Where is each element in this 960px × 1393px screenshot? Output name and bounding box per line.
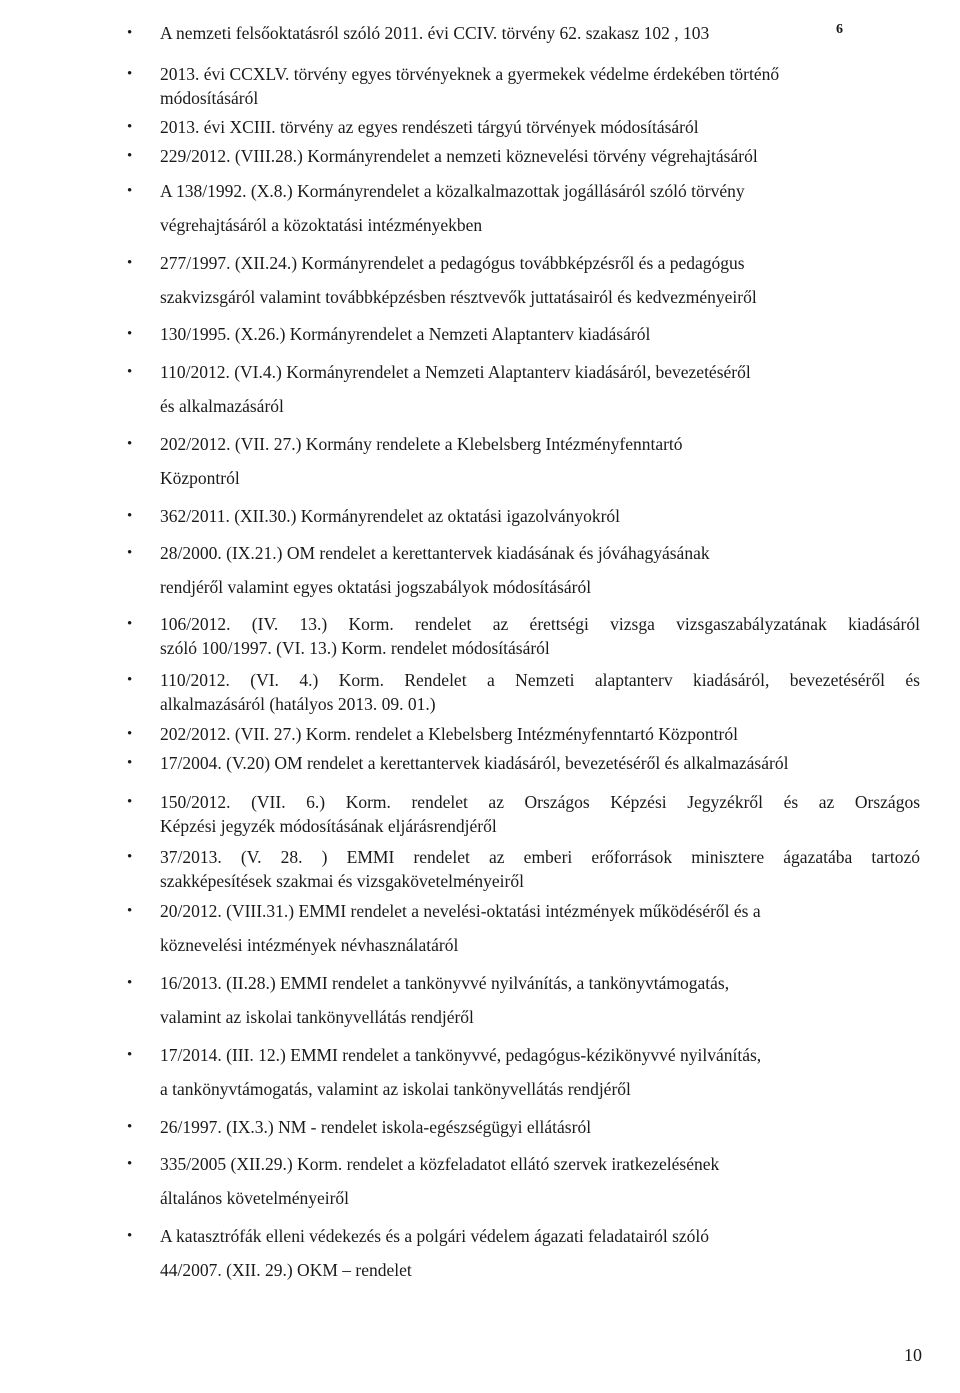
list-item xyxy=(160,668,920,716)
list-item-line: 2013. évi CCXLV. törvény egyes törvényeknek a gyermekek védelme érdekében történő xyxy=(160,64,780,84)
list-item-line: általános követelményeiről xyxy=(160,1188,350,1208)
list-item-line: 44/2007. (XII. 29.) OKM – rendelet xyxy=(160,1260,412,1280)
list-item-line: 277/1997. (XII.24.) Kormányrendelet a pedagógus továbbképzésről és a pedagógus xyxy=(160,253,745,273)
list-item-line: 110/2012. (VI. 4.) Korm. Rendelet a Nemzeti alaptanterv kiadásáról, bevezetéséről és xyxy=(160,670,920,690)
list-item xyxy=(160,432,920,490)
list-item xyxy=(160,322,920,346)
list-item xyxy=(160,541,920,599)
bullet xyxy=(127,62,135,86)
list-item-line: alkalmazásáról (hatályos 2013. 09. 01.) xyxy=(160,694,436,714)
list-item xyxy=(160,722,920,746)
bullet xyxy=(127,1152,135,1176)
list-item-line: a tankönyvtámogatás, valamint az iskolai tankönyvellátás rendjéről xyxy=(160,1079,631,1099)
list-item-line: 37/2013. (V. 28. ) EMMI rendelet az emberi erőforrások minisztere ágazatába tartozó xyxy=(160,847,920,867)
list-item xyxy=(160,21,920,45)
list-item-line: 17/2014. (III. 12.) EMMI rendelet a tankönyvvé, pedagógus-kézikönyvvé nyilvánítás, xyxy=(160,1045,762,1065)
bullet xyxy=(127,360,135,384)
bullet xyxy=(127,899,135,923)
list-item xyxy=(160,1043,920,1101)
list-item xyxy=(160,790,920,838)
bullet xyxy=(127,21,135,45)
bullet xyxy=(127,432,135,456)
list-item xyxy=(160,1152,920,1210)
bullet xyxy=(127,322,135,346)
bullet xyxy=(127,251,135,275)
bullet xyxy=(127,1043,135,1067)
footnote-mark: 6 xyxy=(836,22,843,37)
list-item-line: 362/2011. (XII.30.) Kormányrendelet az oktatási igazolványokról xyxy=(160,506,621,526)
list-item-line: A nemzeti felsőoktatásról szóló 2011. évi CCIV. törvény 62. szakasz 102 , 103 xyxy=(160,23,710,43)
list-item-line: A katasztrófák elleni védekezés és a polgári védelem ágazati feladatairól szóló xyxy=(160,1226,710,1246)
bullet xyxy=(127,541,135,565)
list-item-line: 229/2012. (VIII.28.) Kormányrendelet a nemzeti köznevelési törvény végrehajtásáról xyxy=(160,146,758,166)
list-item xyxy=(160,179,920,237)
list-item xyxy=(160,251,920,309)
bullet xyxy=(127,971,135,995)
list-item-line: 130/1995. (X.26.) Kormányrendelet a Nemzeti Alaptanterv kiadásáról xyxy=(160,324,651,344)
list-item xyxy=(160,1115,920,1139)
list-item-line: módosításáról xyxy=(160,88,259,108)
list-item-line: 202/2012. (VII. 27.) Korm. rendelet a Klebelsberg Intézményfenntartó Központról xyxy=(160,724,738,744)
list-item xyxy=(160,360,920,418)
list-item xyxy=(160,845,920,893)
list-item-line: szakképesítések szakmai és vizsgakövetelményeiről xyxy=(160,871,524,891)
bullet xyxy=(127,722,135,746)
list-item xyxy=(160,971,920,1029)
list-item-line: rendjéről valamint egyes oktatási jogszabályok módosításáról xyxy=(160,577,592,597)
bullet xyxy=(127,1115,135,1139)
bullet xyxy=(127,1224,135,1248)
list-item xyxy=(160,144,920,168)
bullet xyxy=(127,612,135,636)
list-item-line: 17/2004. (V.20) OM rendelet a kerettantervek kiadásáról, bevezetéséről és alkalmazásáról xyxy=(160,753,789,773)
list-item-line: 202/2012. (VII. 27.) Kormány rendelete a Klebelsberg Intézményfenntartó xyxy=(160,434,683,454)
list-item-line: és alkalmazásáról xyxy=(160,396,284,416)
list-item-line: 106/2012. (IV. 13.) Korm. rendelet az érettségi vizsga vizsgaszabályzatának kiadásáról xyxy=(160,614,920,634)
list-item-line: 26/1997. (IX.3.) NM - rendelet iskola-egészségügyi ellátásról xyxy=(160,1117,592,1137)
bullet xyxy=(127,751,135,775)
list-item xyxy=(160,1224,920,1282)
bullet xyxy=(127,845,135,869)
bullet xyxy=(127,504,135,528)
bullet xyxy=(127,668,135,692)
list-item-line: valamint az iskolai tankönyvellátás rendjéről xyxy=(160,1007,474,1027)
bullet xyxy=(127,179,135,203)
list-item xyxy=(160,504,920,528)
list-item-line: végrehajtásáról a közoktatási intézményekben xyxy=(160,215,483,235)
list-item-line: Központról xyxy=(160,468,240,488)
list-item xyxy=(160,899,920,957)
list-item-line: 110/2012. (VI.4.) Kormányrendelet a Nemzeti Alaptanterv kiadásáról, bevezetéséről xyxy=(160,362,751,382)
list-item-line: 20/2012. (VIII.31.) EMMI rendelet a nevelési-oktatási intézmények működéséről és a xyxy=(160,901,761,921)
list-item xyxy=(160,62,920,110)
bullet xyxy=(127,115,135,139)
list-item xyxy=(160,751,920,775)
list-item-line: köznevelési intézmények névhasználatáról xyxy=(160,935,459,955)
list-item-line: 16/2013. (II.28.) EMMI rendelet a tankönyvvé nyilvánítás, a tankönyvtámogatás, xyxy=(160,973,730,993)
list-item-line: 335/2005 (XII.29.) Korm. rendelet a közfeladatot ellátó szervek iratkezelésének xyxy=(160,1154,720,1174)
bullet xyxy=(127,790,135,814)
list-item-line: Képzési jegyzék módosításának eljárásrendjéről xyxy=(160,816,497,836)
page-number: 10 xyxy=(904,1345,922,1365)
list-item-line: 2013. évi XCIII. törvény az egyes rendészeti tárgyú törvények módosításáról xyxy=(160,117,699,137)
list-item xyxy=(160,612,920,660)
list-item-line: 150/2012. (VII. 6.) Korm. rendelet az Országos Képzési Jegyzékről és az Országos xyxy=(160,792,920,812)
list-item-line: szakvizsgáról valamint továbbképzésben résztvevők juttatásairól és kedvezményeiről xyxy=(160,287,757,307)
list-item-line: A 138/1992. (X.8.) Kormányrendelet a közalkalmazottak jogállásáról szóló törvény xyxy=(160,181,745,201)
bullet xyxy=(127,144,135,168)
list-item-line: 28/2000. (IX.21.) OM rendelet a kerettantervek kiadásának és jóváhagyásának xyxy=(160,543,710,563)
list-item xyxy=(160,115,920,139)
list-item-line: szóló 100/1997. (VI. 13.) Korm. rendelet módosításáról xyxy=(160,638,550,658)
